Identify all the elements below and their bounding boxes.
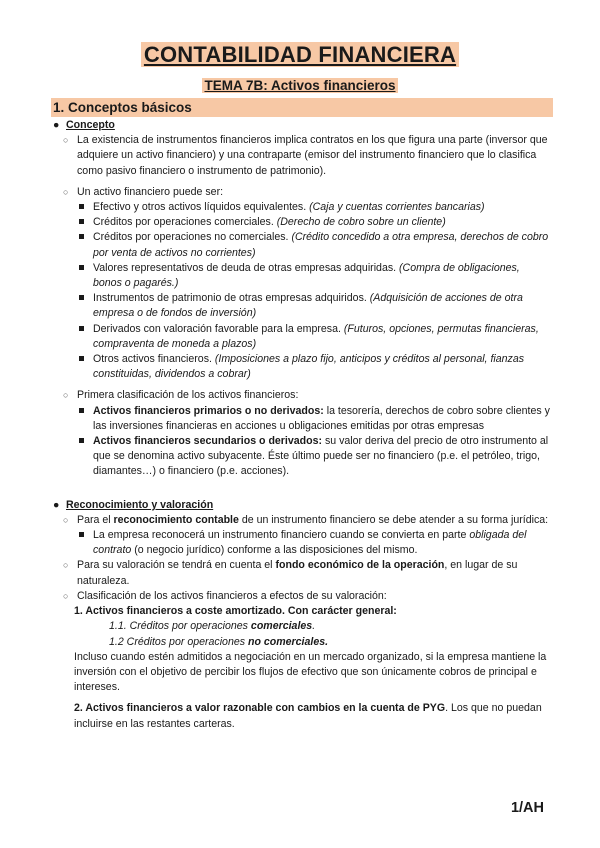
square-bullet-icon <box>79 295 84 300</box>
list-item: Créditos por operaciones comerciales. (Derecho de cobro sobre un cliente) <box>51 215 551 230</box>
list-item: Instrumentos de patrimonio de otras empresas adquiridos. (Adquisición de acciones de otra empresa o de fondos de inversión) <box>51 291 551 321</box>
category-1-2: 1.2 Créditos por operaciones no comerciales. <box>109 635 329 648</box>
document-body <box>51 118 551 732</box>
bullet-concepto: ● Concepto <box>51 118 551 133</box>
document-subtitle: TEMA 7B: Activos financieros <box>204 78 396 93</box>
square-bullet-icon <box>79 234 84 239</box>
circle-bullet-icon: ○ <box>63 514 69 525</box>
square-bullet-icon <box>79 408 84 413</box>
concepto-intro: ○ La existencia de instrumentos financieros implica contratos en los que figura una parte (inversor que adquiere un activo financiero) y una contraparte (emisor del instrumento financiero que lo clasifica como pasivo financiero o instrumento de patrimonio). <box>63 134 548 177</box>
circle-bullet-icon: ○ <box>63 560 69 571</box>
concepto-lead: ○ Un activo financiero puede ser: <box>51 185 551 200</box>
classification-lead: ○ Primera clasificación de los activos financieros: <box>51 388 551 403</box>
category-2: 2. Activos financieros a valor razonable con cambios en la cuenta de PYG. Los que no puedan incluirse en las restantes carteras. <box>74 702 542 730</box>
category-1: 1. Activos financieros a coste amortizado. Con carácter general: <box>74 605 397 618</box>
list-item: Créditos por operaciones no comerciales. (Crédito concedido a otra empresa, derechos de cobro por venta de activos no corrientes) <box>51 230 551 260</box>
circle-bullet-icon: ○ <box>63 186 69 197</box>
category-1-1: 1.1. Créditos por operaciones comerciales. <box>109 620 316 633</box>
list-item: Otros activos financieros. (Imposiciones a plazo fijo, anticipos y créditos al personal, fianzas constituidas, dividendos a cobrar) <box>51 352 551 382</box>
circle-bullet-icon: ○ <box>63 135 69 146</box>
bullet-dot-icon: ● <box>53 498 60 511</box>
category-1-note: Incluso cuando estén admitidos a negociación en un mercado organizado, si la empresa mantiene la inversión con el objetivo de percibir los flujos de efectivo que son únicamente cobros de principal e intereses. <box>74 650 547 694</box>
list-item: Activos financieros secundarios o derivados: su valor deriva del precio de otro instrumento al que se denomina activo subyacente. Éste último puede ser no financiero (p.e. el petróleo, trigo, diamantes…) o financiero (p.e. acciones). <box>51 434 551 480</box>
list-item: Efectivo y otros activos líquidos equivalentes. (Caja y cuentas corrientes bancarias) <box>51 200 551 215</box>
list-item: Activos financieros primarios o no derivados: la tesorería, derechos de cobro sobre clientes y las inversiones financieras en acciones u obligaciones emitidas por otras empresas <box>51 404 551 434</box>
square-bullet-icon <box>79 438 84 443</box>
circle-bullet-icon: ○ <box>63 390 69 401</box>
square-bullet-icon <box>79 265 84 270</box>
bullet-reconocimiento: ● Reconocimiento y valoración <box>51 498 551 513</box>
document-title: CONTABILIDAD FINANCIERA <box>0 42 600 68</box>
page-number: 1/AH <box>510 800 544 816</box>
bullet-dot-icon: ● <box>53 119 60 131</box>
square-bullet-icon <box>79 326 84 331</box>
list-item: Valores representativos de deuda de otras empresas adquiridas. (Compra de obligaciones, bonos o pagarés.) <box>51 261 551 291</box>
reconocimiento-p2: ○ Para su valoración se tendrá en cuenta el fondo económico de la operación, en lugar de su naturaleza. <box>63 559 518 587</box>
list-item: La empresa reconocerá un instrumento financiero cuando se convierta en parte obligada del contrato (o negocio jurídico) conforme a las disposiciones del mismo. <box>51 528 551 558</box>
circle-bullet-icon: ○ <box>63 590 69 601</box>
list-item: Derivados con valoración favorable para la empresa. (Futuros, opciones, permutas financieras, compraventa de moneda a plazos) <box>51 322 551 352</box>
square-bullet-icon <box>79 204 84 209</box>
square-bullet-icon <box>79 356 84 361</box>
square-bullet-icon <box>79 532 84 537</box>
reconocimiento-p1: ○ Para el reconocimiento contable de un instrumento financiero se debe atender a su forma jurídica: <box>51 513 551 528</box>
section-heading: 1. Conceptos básicos <box>51 98 553 117</box>
square-bullet-icon <box>79 219 84 224</box>
reconocimiento-p3: ○ Clasificación de los activos financieros a efectos de su valoración: <box>51 589 551 604</box>
